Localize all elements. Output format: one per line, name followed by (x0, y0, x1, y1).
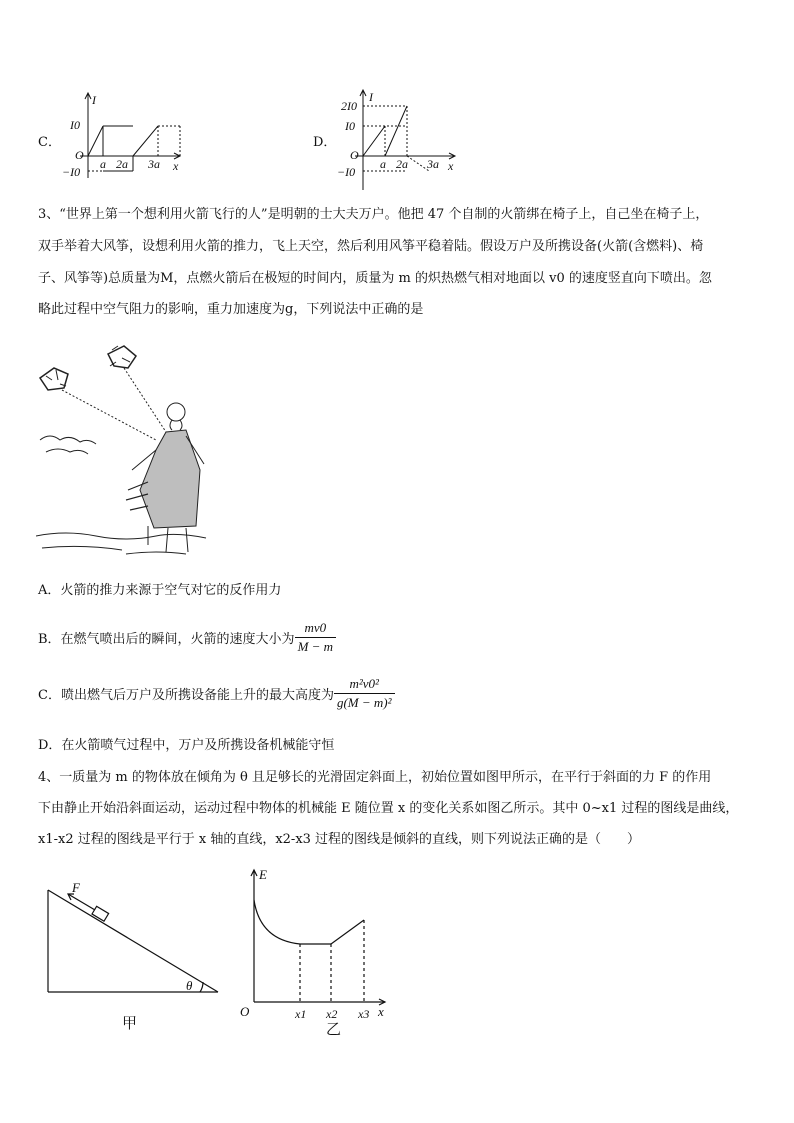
q3-option-b-numerator: mv0 (295, 620, 337, 638)
energy-y-axis-label: E (259, 867, 267, 882)
q3-option-b (38, 620, 336, 655)
d-tick-3a: 3a (427, 157, 439, 171)
c-tick-a: a (100, 157, 106, 171)
c-tick-2a: 2a (116, 157, 128, 171)
incline-force-label: F (72, 880, 80, 895)
energy-graph (230, 862, 395, 1037)
q3-option-c-text: C．喷出燃气后万户及所携设备能上升的最大高度为 (38, 688, 334, 703)
q3-option-c (38, 676, 395, 711)
q3-option-c-fraction (334, 676, 395, 711)
c-tick-neg-i0: −I0 (62, 165, 81, 179)
energy-caption: 乙 (326, 1020, 342, 1037)
d-tick-i0: I0 (345, 119, 355, 133)
q3-option-d: D．在火箭喷气过程中，万户及所携设备机械能守恒 (38, 738, 335, 753)
d-y-axis-label: I (369, 90, 373, 104)
c-x-axis-label: x (173, 159, 179, 173)
q3-option-b-text: B．在燃气喷出后的瞬间，火箭的速度大小为 (38, 632, 295, 647)
c-tick-i0: I0 (70, 118, 80, 132)
incline-angle-label: θ (186, 978, 193, 993)
d-x-axis-label: x (448, 159, 454, 173)
q4-line-2: 下由静止开始沿斜面运动，运动过程中物体的机械能 E 随位置 x 的变化关系如图乙所示。其中 0~x1 过程的图线是曲线， (38, 801, 739, 816)
option-d-graph (333, 88, 463, 193)
c-tick-3a: 3a (148, 157, 160, 171)
c-y-axis-label: I (92, 93, 96, 107)
q4-line-1: 4、一质量为 m 的物体放在倾角为 θ 且足够长的光滑固定斜面上，初始位置如图甲所示，在平行于斜面的力 F 的作用 (38, 770, 712, 785)
energy-x-axis-label: x (378, 1004, 384, 1019)
q3-line-4: 略此过程中空气阻力的影响，重力加速度为g，下列说法中正确的是 (38, 302, 424, 317)
d-tick-2i0: 2I0 (341, 99, 357, 113)
energy-tick-x2: x2 (326, 1007, 338, 1021)
q3-line-2: 双手举着大风筝，设想利用火箭的推力，飞上天空，然后利用风筝平稳着陆。假设万户及所携设备(火箭(含燃料)、椅 (38, 239, 704, 254)
energy-origin-label: O (240, 1004, 250, 1019)
d-tick-a: a (380, 157, 386, 171)
q3-option-c-denominator: g(M − m)² (336, 695, 392, 710)
d-tick-2a: 2a (396, 157, 408, 171)
q4-line-3: x1-x2 过程的图线是平行于 x 轴的直线，x2-x3 过程的图线是倾斜的直线，则下列说法正确的是（ ） (38, 832, 641, 847)
q3-line-3: 子、风筝等)总质量为M，点燃火箭后在极短的时间内，质量为 m 的炽热燃气相对地面以 v0 的速度竖直向下喷出。忽 (38, 271, 712, 286)
q3-option-b-fraction (295, 620, 337, 655)
c-origin-label: O (75, 148, 84, 162)
wan-hu-illustration (36, 340, 216, 562)
q3-option-b-denominator: M − m (297, 639, 334, 654)
option-d-label: D． (313, 135, 337, 150)
incline-caption: 甲 (122, 1014, 138, 1032)
incline-figure (40, 872, 230, 1032)
q3-option-a: A．火箭的推力来源于空气对它的反作用力 (38, 583, 282, 598)
option-c-graph (58, 88, 188, 183)
energy-tick-x3: x3 (358, 1007, 370, 1021)
d-tick-neg-i0: −I0 (337, 165, 356, 179)
option-c-label: C． (38, 135, 61, 150)
q3-option-c-numerator: m²v0² (334, 676, 395, 694)
energy-tick-x1: x1 (295, 1007, 307, 1021)
d-origin-label: O (350, 148, 359, 162)
q3-line-1: 3、“世界上第一个想利用火箭飞行的人”是明朝的士大夫万户。他把 47 个自制的火箭绑在椅子上，自己坐在椅子上， (38, 207, 709, 222)
